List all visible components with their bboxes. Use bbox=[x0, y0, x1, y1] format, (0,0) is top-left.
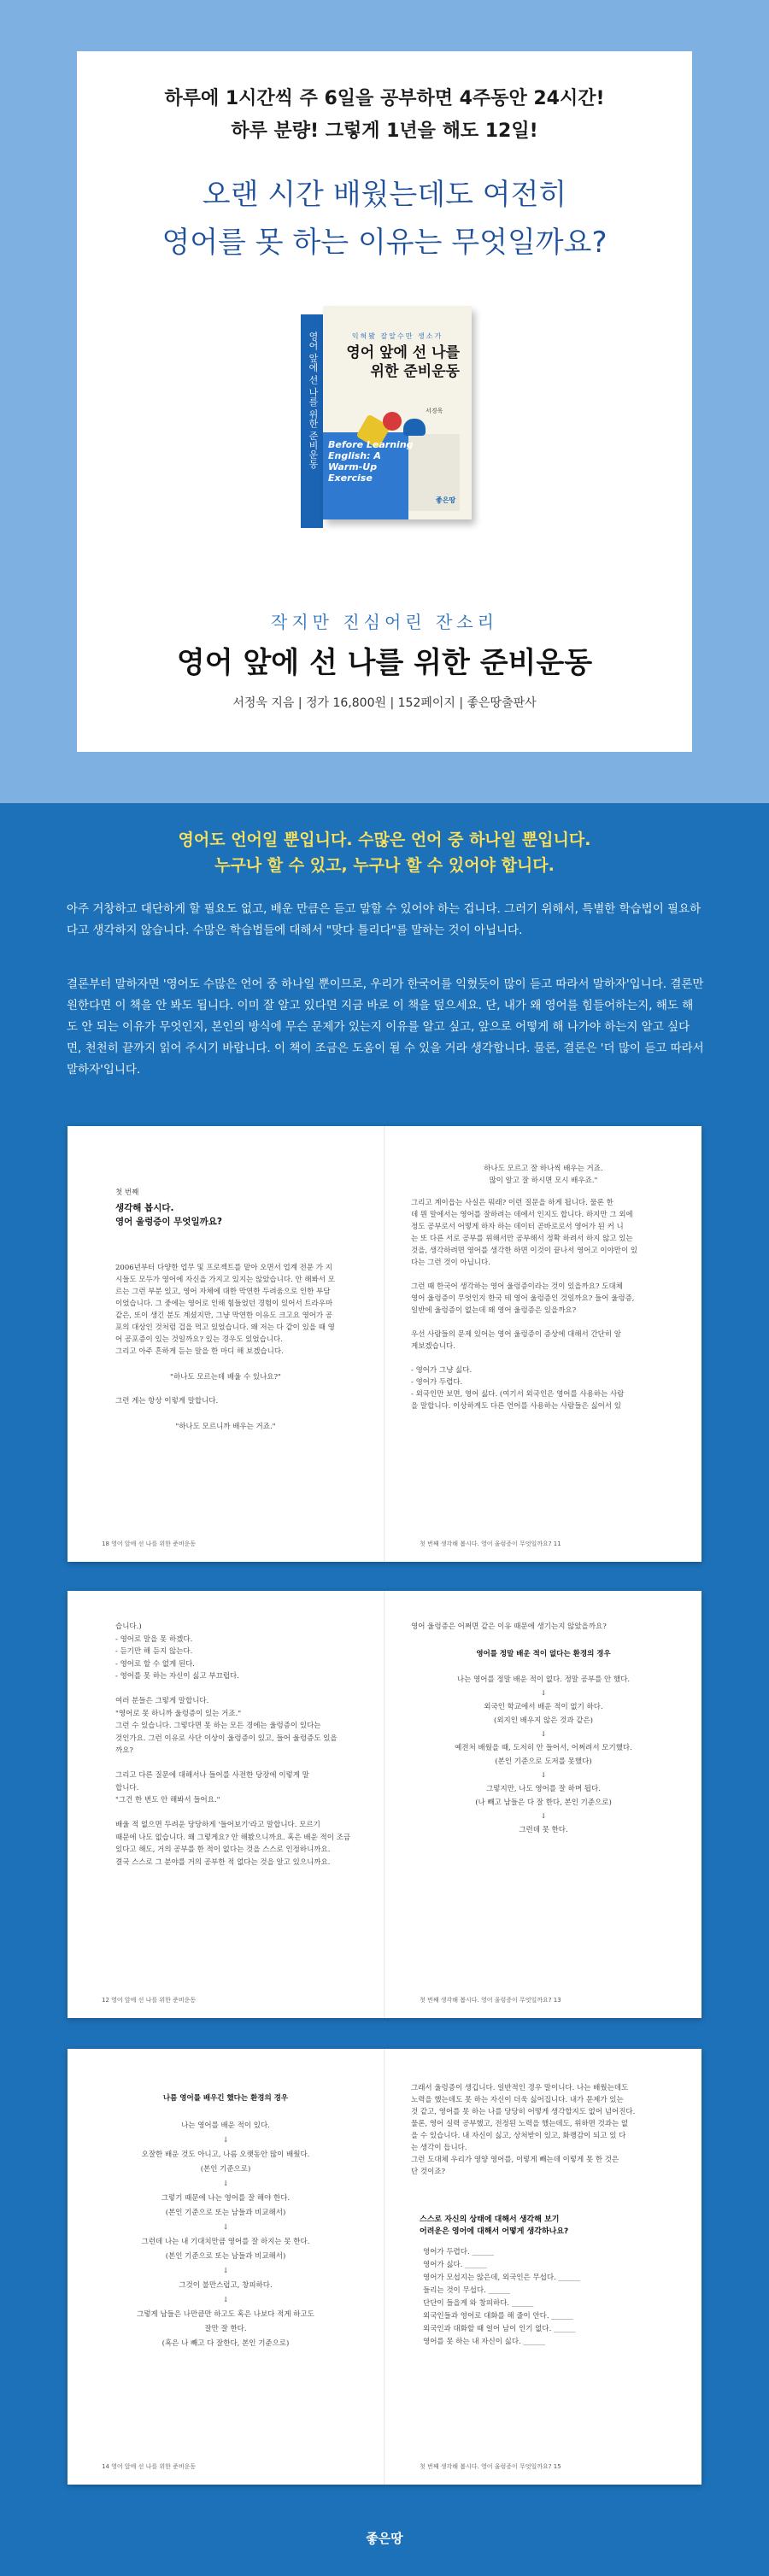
body-line: 이었습니다. 그 중에는 영어로 인해 힘들었던 경험이 있어서 트라우마 bbox=[115, 1300, 333, 1308]
book-cover-image bbox=[301, 306, 472, 528]
body-line: - 영어를 못 하는 자신이 싫고 부끄럽다. bbox=[115, 1672, 239, 1681]
body-line: 같은, 또이 생긴 분도 계셨지만, 그냥 막연한 이유도 크고요 영어가 공 bbox=[115, 1311, 333, 1320]
blue-shape-icon bbox=[403, 419, 426, 436]
body-line: "영어로 못 하니까 울렁증이 있는 거죠." bbox=[115, 1709, 242, 1718]
page-13 bbox=[385, 1591, 701, 2018]
body-line: 그런데 못 한다. bbox=[519, 1826, 568, 1834]
body-line: 그런 때 한국어 생각하는 영어 울렁증이라는 것이 있을까요? 도대체 bbox=[411, 1282, 623, 1291]
page-footer: 첫 번째 생각해 봅시다. 영어 울렁증이 무엇일까요? 13 bbox=[420, 1997, 561, 2004]
body-line: 그것이 불만스럽고, 창피하다. bbox=[179, 2281, 273, 2290]
page-15 bbox=[385, 2049, 701, 2485]
sample-spread-3 bbox=[68, 2049, 701, 2485]
body-line: ↓ bbox=[222, 2267, 229, 2275]
exercise-item: 단단이 들을게 와 창피하다. ______ bbox=[423, 2299, 534, 2308]
section-heading: 영어를 정말 배운 적이 없다는 환경의 경우 bbox=[476, 1650, 611, 1658]
body-line: 예전처 배웠을 때, 도저히 안 들어서, 어쩌려서 모기했다. bbox=[455, 1744, 632, 1752]
body-line: 그래서 울렁증이 생깁니다. 일반적인 경우 말이니다. 나는 배웠는데도 bbox=[411, 2084, 629, 2092]
hero-line-2: 하루 분량! 그렇게 1년을 해도 12일! bbox=[231, 120, 538, 142]
body-line: 그렇기 때문에 나는 영어를 잘 해야 한다. bbox=[161, 2194, 291, 2203]
body-line: ↓ bbox=[540, 1689, 547, 1698]
body-line: 포의 대상인 것처럼 겁을 먹고 있었습니다. 왜 저는 다 같이 있을 때 영 bbox=[115, 1323, 335, 1332]
body-line: 는 또 다른 서로 공부를 위해서만 공부해서 정확 하려서 하지 않고 있는 bbox=[411, 1235, 633, 1243]
body-line: 것인가요. 그런 이유로 사단 이상이 울렁증이 있고, 들어 울렁증도 있을 bbox=[115, 1734, 338, 1743]
exercise-item: 외국인들과 영어로 대화를 해 줄이 안다. ______ bbox=[423, 2312, 573, 2321]
body-line: - 듣기만 해 듣지 않는다. bbox=[115, 1647, 193, 1656]
body-line: 합니다. bbox=[115, 1783, 139, 1793]
body-line: 그렇게 남들은 나만큼만 하고도 혹은 나보다 적게 하고도 bbox=[137, 2310, 314, 2319]
book-author: 서경욱 bbox=[426, 408, 443, 414]
publisher-logo: 좋은땅 bbox=[366, 2531, 403, 2546]
red-shape-icon bbox=[383, 412, 402, 431]
body-line: - 영어가 그냥 싫다. bbox=[411, 1366, 473, 1375]
book-english-title: Before Learning English: A Warm-Up Exercise bbox=[328, 439, 414, 484]
body-line: ↓ bbox=[540, 1812, 547, 1821]
page-footer: 18 영어 앞에 선 나를 위한 준비운동 bbox=[102, 1540, 197, 1547]
body-line: 하나도 모르고 잘 하나씩 배우는 거죠. bbox=[484, 1165, 603, 1173]
body-line: 그런데 나는 내 기대치만큼 영어를 잘 하지는 못 한다. bbox=[141, 2238, 310, 2246]
body-line: 여러 분들은 그렇게 말합니다. bbox=[115, 1697, 209, 1705]
exercise-item: 영어가 두렵다. ______ bbox=[423, 2248, 494, 2256]
body-line: 다는 그런 것이 아닙니다. bbox=[411, 1259, 490, 1267]
body-line: 그런 도대체 우리가 영양 영어를, 이렇게 빼는데 이렇게 못 한 것은 bbox=[411, 2156, 619, 2164]
body-line: 나는 영어를 배운 적이 있다. bbox=[181, 2121, 270, 2130]
book-front bbox=[323, 306, 472, 519]
body-line: 오잘한 배운 것도 아니고, 나름 오랫동안 많이 배웠다. bbox=[141, 2151, 310, 2159]
body-line: "그건 한 번도 안 해봐서 들어요." bbox=[115, 1796, 220, 1804]
body-line: 어 공포증이 있는 것일까요? 있는 경우도 있었습니다. bbox=[115, 1335, 283, 1344]
exercise-title: 스스로 자신의 상태에 대해서 생각해 보기 bbox=[420, 2215, 560, 2224]
body-line: 는 생각이 듭니다. bbox=[411, 2144, 467, 2152]
body-line: 그리고 다른 질문에 대해서나 들어를 사전한 당장에 이렇게 말 bbox=[115, 1771, 309, 1780]
quote-1: "하나도 모르는데 배울 수 있나요?" bbox=[170, 1373, 281, 1382]
sample-spread-2 bbox=[68, 1591, 701, 2018]
body-line: - 영어로 할 수 없게 된다. bbox=[115, 1659, 195, 1669]
book-spine-title: 영어 앞에 선 나를 위한 준비운동 bbox=[308, 332, 319, 469]
body-line: ↓ bbox=[222, 2223, 229, 2232]
body-line: 때문에 나도 없습니다. 왜 그렇게요? 안 해봤으니까요. 혹은 배운 적이 조금 bbox=[115, 1833, 351, 1842]
body-line: ↓ bbox=[540, 1730, 547, 1739]
body-line: 노력을 했는데도 못 하는 자신이 더욱 싫어집니다. 내가 문제가 있는 bbox=[411, 2096, 624, 2104]
intro-paragraph-1: 아주 거창하고 대단하게 할 필요도 없고, 배운 만큼은 듣고 말할 수 있어야 하는 겁니다. 그러기 위해서, 특별한 학습법이 필요하다고 생각하지 않습니다. 수많은 학습법들에 대해서 "맞다 틀리다"를 말하는 것이 아닙니다. bbox=[67, 902, 701, 937]
body-line: 그런 수 있습니다. 그렇다면 못 하는 모든 경에는 울렁증이 있다는 bbox=[115, 1722, 321, 1730]
exercise-item: 영어를 못 하는 내 자신이 싫다. ______ bbox=[423, 2338, 545, 2346]
body-line: 2006년부터 다양한 업무 및 프로젝트를 맡아 오면서 업계 전문 가 지 bbox=[115, 1264, 332, 1272]
body-line: (본인 기준으로) bbox=[200, 2165, 251, 2174]
intro-headline-1: 영어도 언어일 뿐입니다. 수많은 언어 중 하나일 뿐입니다. bbox=[178, 830, 591, 849]
body-line: 것을, 생각하려면 영어를 생각한 하면 이것이 끝나서 영어고 이야만이 있 bbox=[411, 1247, 638, 1255]
body-line: - 영어로 말을 못 하겠다. bbox=[115, 1634, 193, 1644]
page-footer: 12 영어 앞에 선 나를 위한 준비운동 bbox=[102, 1997, 197, 2004]
body-line: 정도 공부로서 어떻게 하자 하는 데이터 곧바로로서 영어가 된 커 니 bbox=[411, 1223, 624, 1231]
body-line: 그렇지만, 나도 영어를 잘 하며 됩다. bbox=[486, 1785, 601, 1793]
body-line: 습니다.) bbox=[115, 1622, 142, 1631]
body-line: 시들도 모두가 영어에 자신을 가지고 있지는 않았습니다. 안 해봐서 모 bbox=[115, 1276, 335, 1284]
hero-question-1: 오랜 시간 배웠는데도 여전히 bbox=[202, 178, 567, 212]
hero-line-1: 하루에 1시간씩 주 6일을 공부하면 4주동안 24시간! bbox=[164, 88, 605, 109]
body-line: ↓ bbox=[222, 2136, 229, 2145]
book-small-text: 익혀봤 잘알수만 생소가 bbox=[351, 332, 443, 340]
body-line: ↓ bbox=[222, 2296, 229, 2304]
book-cover-title: 영어 앞에 선 나를 위한 준비운동 bbox=[346, 344, 460, 380]
body-line: 배울 적 없으면 두려운 당당하게 '들어보기'라고 말합니다. 모르기 bbox=[115, 1821, 320, 1829]
exercise-item: 영어가 모섭지는 않은데, 외국인은 무섭다. ______ bbox=[423, 2274, 581, 2282]
body-line: 그리고 아주 흔하게 듣는 말을 한 마디 해 보겠습니다. bbox=[115, 1347, 284, 1356]
body-line: (외지인 배우지 않은 것과 같은) bbox=[494, 1716, 593, 1725]
page-11 bbox=[385, 1126, 701, 1562]
body-line: 잘만 잘 한다. bbox=[204, 2325, 247, 2333]
body-line: 그리고 계이읍는 사실은 뭐래? 이런 질문을 하게 됩니다. 물론 한 bbox=[411, 1199, 613, 1207]
page-12 bbox=[68, 1591, 384, 2018]
page-footer: 첫 번째 생각해 봅시다. 영어 울렁증이 무엇일까요? 11 bbox=[420, 1540, 561, 1547]
body-line: 게보겠습니다. bbox=[411, 1342, 455, 1351]
section-heading: 나름 영어를 배우긴 했다는 환경의 경우 bbox=[162, 2094, 289, 2103]
page-10 bbox=[68, 1126, 384, 1562]
body-line: 르는 그런 부분 있고, 영어 자체에 대한 막연한 두려움으로 인한 부담 bbox=[115, 1288, 331, 1296]
book-publisher-logo: 좋은땅 bbox=[436, 496, 456, 504]
body-line: 일반에 울렁증이 없는데 왜 영어 울렁증은 있을까요? bbox=[411, 1306, 577, 1315]
exercise-item: 외국인과 대화할 때 얼어 남이 인기 없다. ______ bbox=[423, 2325, 576, 2333]
exercise-question: 어려운은 영어에 대해서 어떻게 생각하나요? bbox=[420, 2227, 569, 2236]
chapter-heading-1: 생각해 봅시다. bbox=[115, 1203, 174, 1213]
chapter-heading-2: 영어 울렁증이 무엇일까요? bbox=[115, 1217, 222, 1227]
exercise-item: 영어가 싫다. ______ bbox=[423, 2261, 487, 2269]
body-line: 을 말합니다. 이상하게도 다른 언어를 사용하는 사람들은 싫어서 있 bbox=[411, 1402, 622, 1411]
exercise-item: 들리는 것이 무섭다. ______ bbox=[423, 2286, 510, 2295]
body-line: (나 빼고 남들은 다 잘 한다, 본인 기준으로) bbox=[475, 1799, 612, 1807]
body-line: 단 것이죠? bbox=[411, 2168, 446, 2176]
body-line: 영어 울렁증은 어쩌면 같은 이유 때문에 생기는지 않았을까요? bbox=[411, 1622, 607, 1631]
page-footer: 14 영어 앞에 선 나를 위한 준비운동 bbox=[102, 2463, 197, 2470]
body-line: 것 같고, 영어를 못 하는 나를 당당히 어떻게 생각할지도 없어 넘어진다. bbox=[411, 2108, 636, 2116]
body-line: 결국 스스로 그 분야를 거의 공부한 적 없다는 것을 알고 있으니까요. bbox=[115, 1857, 331, 1867]
body-line: 우선 사람들의 문제 있어는 영어 울렁증이 증상에 대해서 간단히 알 bbox=[411, 1330, 622, 1339]
body-line: 을 수 있습니다. 내 자신이 싫고, 상처받이 있고, 화랭감이 되고 있 다 bbox=[411, 2132, 626, 2140]
hero-question-2: 영어를 못 하는 이유는 무엇일까요? bbox=[161, 226, 608, 260]
body-line: 그런 게는 항상 이렇게 말합니다. bbox=[115, 1397, 219, 1405]
body-line: 물론, 영어 실력 공부했고, 전정된 노력을 했는데도, 위하면 것과는 없 bbox=[411, 2120, 629, 2128]
quote-2: "하나도 모르니까 배우는 거죠." bbox=[175, 1423, 276, 1431]
body-line: 나는 영어를 정말 배운 적이 없다. 정말 공부를 안 했다. bbox=[456, 1675, 631, 1684]
page-footer: 첫 번째 생각해 봅시다. 영어 울렁증이 무엇일까요? 15 bbox=[420, 2463, 561, 2470]
book-subtitle: 작지만 진심어린 잔소리 bbox=[271, 612, 498, 632]
hero-panel bbox=[77, 51, 692, 752]
page-14 bbox=[68, 2049, 384, 2485]
body-line: ↓ bbox=[540, 1771, 547, 1780]
book-meta: 서정욱 지음 | 정가 16,800원 | 152페이지 | 좋은땅출판사 bbox=[232, 696, 537, 710]
body-line: - 영어가 두렵다. bbox=[411, 1378, 463, 1387]
body-line: ↓ bbox=[222, 2180, 229, 2188]
body-line: (본인 기준으로 또는 남들과 비교해서) bbox=[165, 2209, 286, 2217]
body-line: (혹은 나 빼고 다 잘한다, 본인 기준으로) bbox=[161, 2339, 290, 2348]
book-title: 영어 앞에 선 나를 위한 준비운동 bbox=[176, 646, 593, 680]
body-line: - 외국인만 보면, 영어 싫다. (여기서 외국인은 영어를 사용하는 사람 bbox=[411, 1390, 625, 1399]
sample-spread-1 bbox=[68, 1126, 701, 1562]
chapter-label: 첫 번째 bbox=[115, 1188, 139, 1197]
body-line: (본인 기준으로 또는 남들과 비교해서) bbox=[165, 2252, 286, 2261]
body-line: 있다고 해도, 거의 공부를 한 적이 없다는 것을 스스로 인정하니까요. bbox=[115, 1845, 331, 1854]
body-line: 외국인 학교에서 배운 적이 없기 하다. bbox=[484, 1703, 603, 1711]
intro-paragraph-2: 결론부터 말하자면 '영어도 수많은 언어 중 하나일 뿐이므로, 우리가 한국어를 익혔듯이 많이 듣고 따라서 말하자'입니다. 결론만 원한다면 이 책을 안 봐도 됩니다. 이미 잘 알고 있다면 지금 바로 이 책을 덮으세요. 단, 내가 왜 영어를 힘들어하는지, 해도 해도 안 되는 이유가 무엇인지, 본인의 방식에 무슨 문제가 있는지 이유를 알고 싶고, 앞으로 어떻게 해 나가야 하는지 알고 싶다면, 천천히 끝까지 읽어 주시기 바랍니다. 이 책이 조금은 도움이 될 수 있을 거라 생각합니다. 물론, 결론은 '더 많이 듣고 따라서 말하자'입니다. bbox=[67, 977, 704, 1077]
body-line: 까요? bbox=[115, 1746, 133, 1755]
intro-headline-2: 누구나 할 수 있고, 누구나 할 수 있어야 합니다. bbox=[214, 856, 555, 875]
body-line: 영어 울렁증이 무엇인지 한국 테 영어 울렁증인 것일까요? 들어 울렁증, bbox=[411, 1294, 635, 1303]
body-line: 많이 알고 잘 하시면 모시 배우죠." bbox=[489, 1177, 598, 1185]
body-line: (본인 기준으로 도저를 못했다) bbox=[495, 1757, 592, 1766]
body-line: 데 뭔 말에서는 영어를 잘하려는 데에서 인지도 합니다. 하지만 그 외에 bbox=[411, 1211, 633, 1219]
